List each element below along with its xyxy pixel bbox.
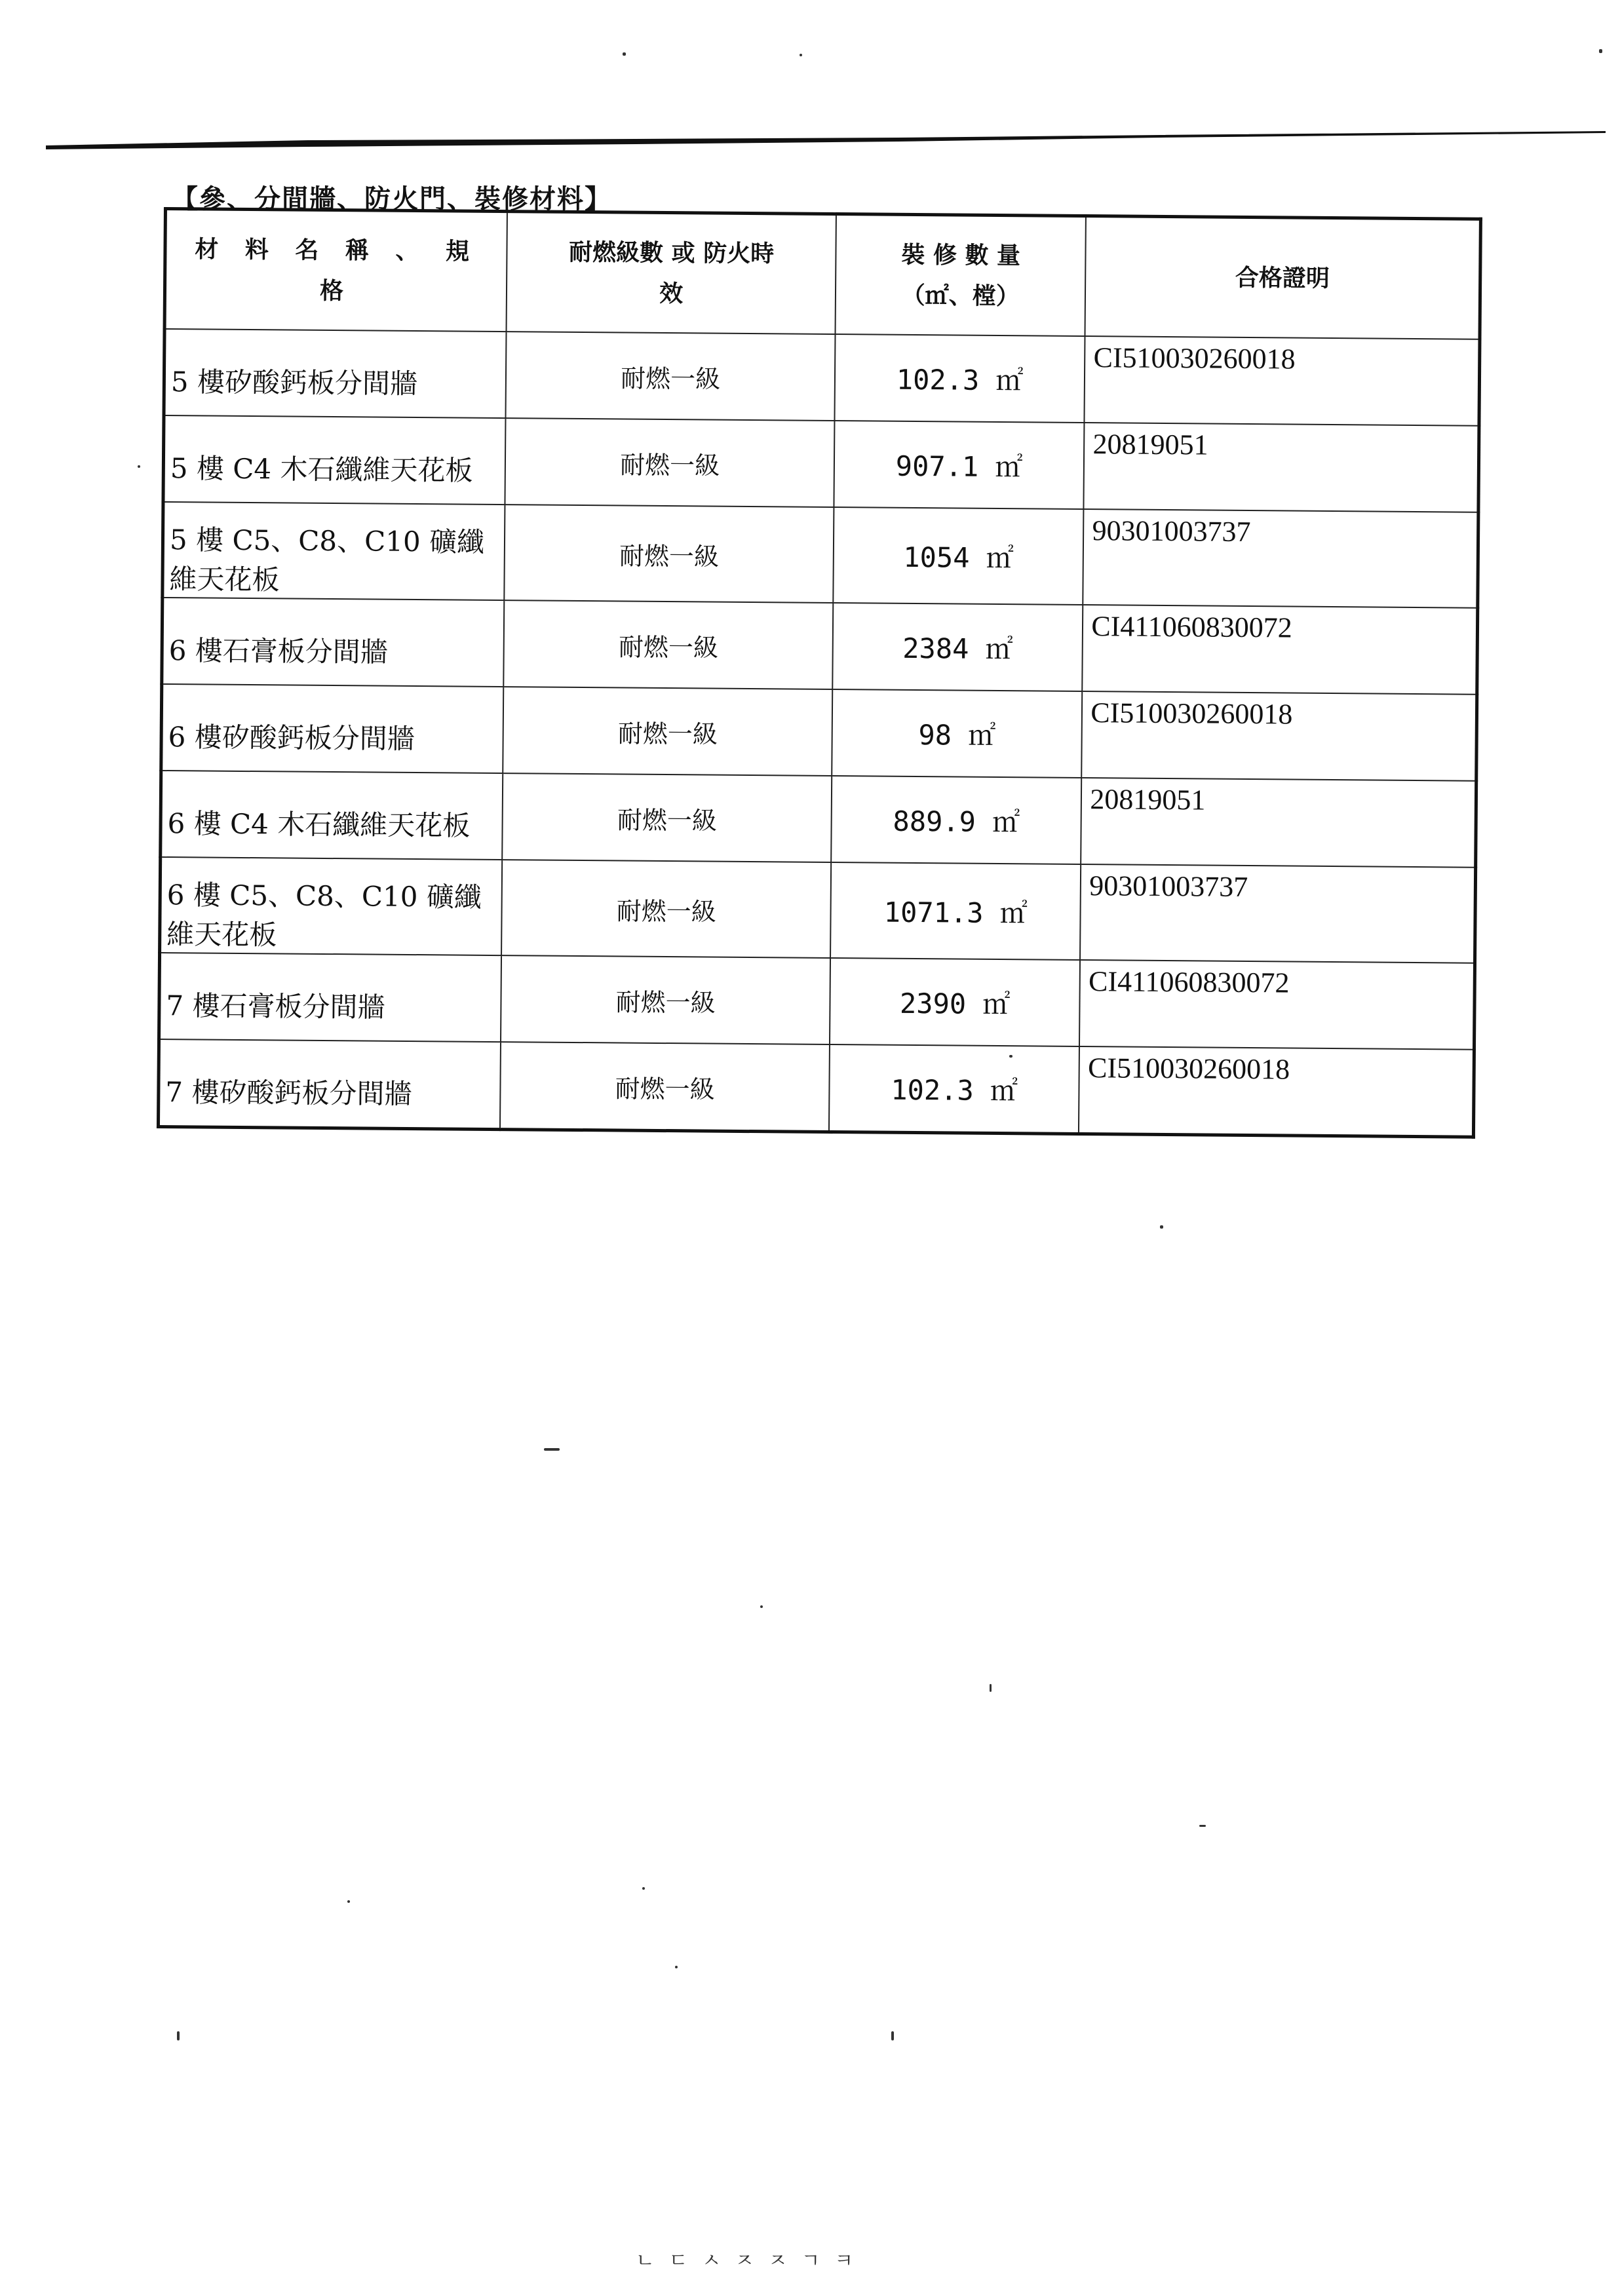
row-fire-rating: 耐燃一級 <box>503 687 833 776</box>
scan-speck <box>990 1684 992 1692</box>
header-certificate: 合格證明 <box>1085 216 1481 339</box>
scan-speck <box>177 2031 180 2040</box>
scan-speck <box>623 52 626 56</box>
table-row <box>161 771 1476 868</box>
table-row <box>162 598 1478 695</box>
row-certificate: 20819051 <box>1084 423 1479 512</box>
row-certificate: CI411060830072 <box>1079 960 1475 1050</box>
header-fire-rating <box>507 212 836 334</box>
scan-speck <box>891 2031 894 2040</box>
row-material-name: 6 樓 C5、C8、C10 礦纖維天花板 <box>160 857 503 955</box>
row-material-name: 5 樓矽酸鈣板分間牆 <box>164 329 507 418</box>
header-fire-rating-line2: 效 <box>659 279 684 308</box>
scan-speck <box>138 465 140 468</box>
table-row <box>163 415 1479 512</box>
header-quantity-line2: （㎡、樘） <box>901 281 1020 311</box>
row-material-name: 7 樓石膏板分間牆 <box>159 953 502 1042</box>
row-material-name: 5 樓 C4 木石纖維天花板 <box>163 415 506 505</box>
row-fire-rating: 耐燃一級 <box>500 1042 830 1132</box>
row-material-name: 7 樓矽酸鈣板分間牆 <box>158 1039 501 1130</box>
table-header-row <box>164 209 1480 339</box>
scan-speck <box>544 1448 560 1451</box>
row-quantity: 889.9 ㎡ <box>831 776 1081 864</box>
scan-header-rule <box>46 131 1606 151</box>
row-fire-rating: 耐燃一級 <box>504 600 834 689</box>
scan-speck <box>347 1900 350 1903</box>
table-row <box>161 684 1477 781</box>
scan-speck <box>760 1605 763 1608</box>
row-certificate: CI510030260018 <box>1079 1046 1474 1137</box>
table-row <box>163 502 1478 608</box>
row-material-name: 5 樓 C5、C8、C10 礦纖維天花板 <box>163 502 505 600</box>
row-quantity: 1054 ㎡ <box>833 507 1083 605</box>
row-fire-rating: 耐燃一級 <box>506 332 836 421</box>
row-fire-rating: 耐燃一級 <box>505 505 834 603</box>
table-row <box>158 1039 1474 1137</box>
row-material-name: 6 樓矽酸鈣板分間牆 <box>161 684 504 773</box>
row-quantity: 1071.3 ㎡ <box>830 862 1081 960</box>
row-quantity: 2390 ㎡ <box>830 958 1080 1046</box>
row-certificate: 20819051 <box>1081 778 1476 868</box>
row-certificate: 90301003737 <box>1083 509 1478 608</box>
row-certificate: 90301003737 <box>1080 864 1475 963</box>
scan-speck <box>675 1966 678 1968</box>
section-title: 【參、分間牆、防火門、裝修材料】 <box>172 183 612 214</box>
scan-speck <box>1199 1825 1206 1827</box>
materials-table <box>157 207 1482 1139</box>
header-fire-rating-line1: 耐燃級數 或 防火時 <box>568 238 775 268</box>
scan-speck <box>1160 1225 1163 1229</box>
row-quantity: 98 ㎡ <box>832 689 1082 778</box>
row-certificate: CI411060830072 <box>1083 605 1478 695</box>
footer-scan-noise: ㄴ ㄷ ㅅ ㅈ ㅈ ㄱ ㅋ <box>636 2249 858 2272</box>
row-certificate: CI510030260018 <box>1085 336 1480 426</box>
scan-speck <box>1599 49 1602 53</box>
header-quantity <box>836 214 1087 336</box>
row-material-name: 6 樓 C4 木石纖維天花板 <box>161 771 503 860</box>
scan-speck <box>800 54 802 56</box>
table-row <box>164 329 1480 426</box>
scan-speck <box>1009 1055 1013 1058</box>
row-fire-rating: 耐燃一級 <box>503 773 832 862</box>
header-material-name: 材 料 名 稱 、 規 格 <box>164 209 507 332</box>
header-quantity-line1: 裝 修 數 量 <box>901 240 1021 270</box>
row-material-name: 6 樓石膏板分間牆 <box>162 598 505 687</box>
scan-speck <box>642 1887 645 1890</box>
row-certificate: CI510030260018 <box>1082 691 1477 781</box>
row-fire-rating: 耐燃一級 <box>501 955 830 1044</box>
row-quantity: 907.1 ㎡ <box>834 421 1084 509</box>
row-quantity: 2384 ㎡ <box>832 603 1083 691</box>
row-fire-rating: 耐燃一級 <box>501 860 831 958</box>
table-row <box>160 857 1476 963</box>
table-row <box>159 953 1475 1050</box>
row-fire-rating: 耐燃一級 <box>505 418 835 507</box>
row-quantity: 102.3 ㎡ <box>835 334 1085 423</box>
row-quantity: 102.3 ㎡ <box>829 1044 1079 1134</box>
